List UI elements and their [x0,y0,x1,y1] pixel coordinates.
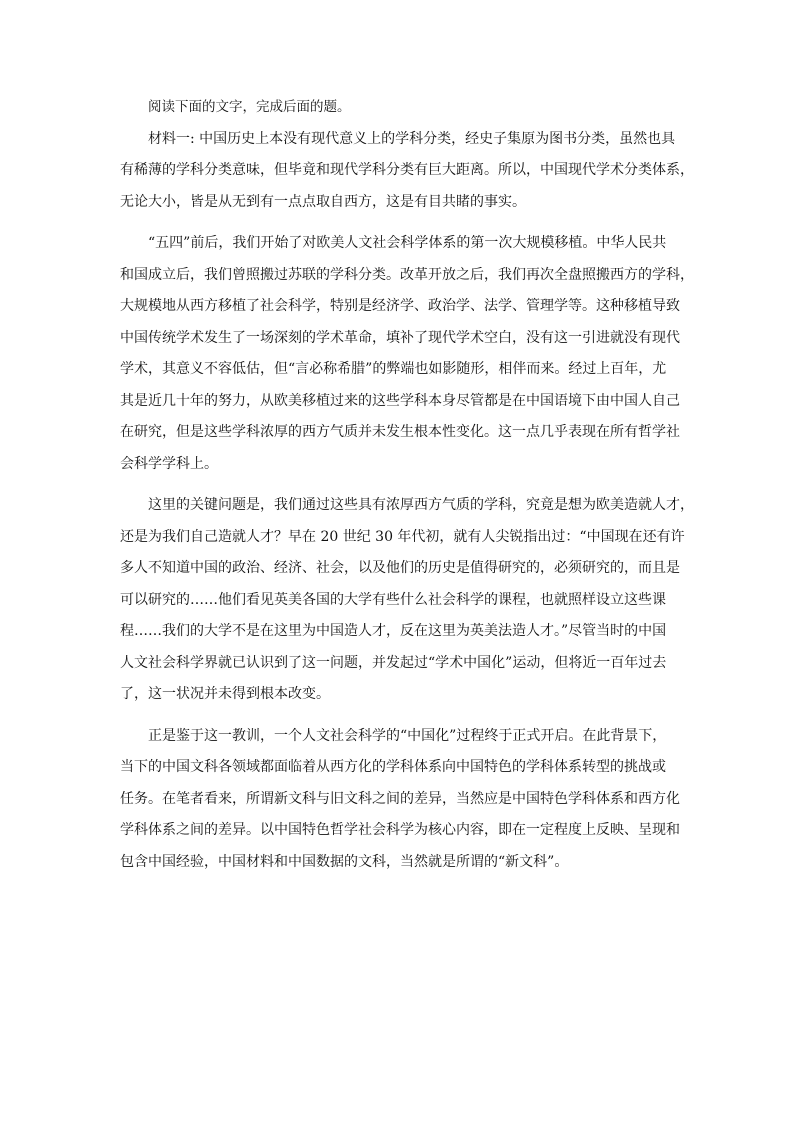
paragraph-line: 无论大小，皆是从无到有一点点取自西方，这是有目共睹的事实。 [120,193,526,210]
paragraph-line: 多人不知道中国的政治、经济、社会，以及他们的历史是值得研究的，必须研究的，而且是 [120,560,680,576]
paragraph-line: 程……我们的大学不是在这里为中国造人才，反在这里为英美法造人才。”尽管当时的中国 [120,623,667,639]
document-body [120,92,694,878]
paragraph-line: 和国成立后，我们曾照搬过苏联的学科分类。改革开放之后，我们再次全盘照搬西方的学科， [120,266,694,283]
paragraph-line: 了，这一状况并未得到根本改变。 [120,686,330,702]
instruction-heading: 阅读下面的文字，完成后面的题。 [148,99,351,115]
paragraph-line: 人文社会科学界就已认识到了这一问题，并发起过“学术中国化”运动，但将近一百年过去 [120,654,667,671]
paragraph-line: 当下的中国文科各领域都面临着从西方化的学科体系向中国特色的学科体系转型的挑战或 [120,759,666,775]
paragraph-line: 在研究，但是这些学科浓厚的西方气质并未发生根本性变化。这一点几乎表现在所有哲学社 [120,424,680,440]
paragraph-line: 材料一: 中国历史上本没有现代意义上的学科分类，经史子集原为图书分类，虽然也具 [148,130,676,147]
paragraph-2 [120,228,694,480]
paragraph-line: 还是为我们自己造就人才？早在 20 世纪 30 年代初，就有人尖锐指出过：“中国现在还有许 [120,528,685,545]
paragraph-line: 会科学学科上。 [120,455,218,472]
paragraph-line: 中国传统学术发生了一场深刻的学术革命，填补了现代学术空白，没有这一引进就没有现代 [120,329,680,346]
paragraph-line: “五四”前后，我们开始了对欧美人文社会科学体系的第一次大规模移植。中华人民共 [148,235,667,251]
paragraph-line: 有稀薄的学科分类意味，但毕竟和现代学科分类有巨大距离。所以，中国现代学术分类体系， [120,162,694,178]
paragraph-line: 学科体系之间的差异。以中国特色哲学社会科学为核心内容，即在一定程度上反映、呈现和 [120,822,680,838]
paragraph-3 [120,490,694,711]
paragraph-line: 包含中国经验，中国材料和中国数据的文科，当然就是所谓的“新文科”。 [120,853,569,870]
paragraph-line: 其是近几十年的努力，从欧美移植过来的这些学科本身尽管都是在中国语境下由中国人自己 [120,392,680,409]
paragraph-line: 这里的关键问题是，我们通过这些具有浓厚西方气质的学科，究竟是想为欧美造就人才， [148,497,694,513]
paragraph-4 [120,721,680,879]
paragraph-line: 正是鉴于这一教训，一个人文社会科学的“中国化”过程终于正式开启。在此背景下， [148,727,667,744]
paragraph-line: 学术，其意义不容低估，但“言必称希腊”的弊端也如影随形，相伴而来。经过上百年，尤 [120,361,667,377]
paragraph-1 [120,124,694,219]
paragraph-line: 可以研究的……他们看见英美各国的大学有些什么社会科学的课程，也就照样设立这些课 [120,591,666,608]
paragraph-line: 大规模地从西方移植了社会科学，特别是经济学、政治学、法学、管理学等。这种移植导致 [120,298,680,314]
paragraph-line: 任务。在笔者看来，所谓新文科与旧文科之间的差异，当然应是中国特色学科体系和西方化 [120,790,680,807]
